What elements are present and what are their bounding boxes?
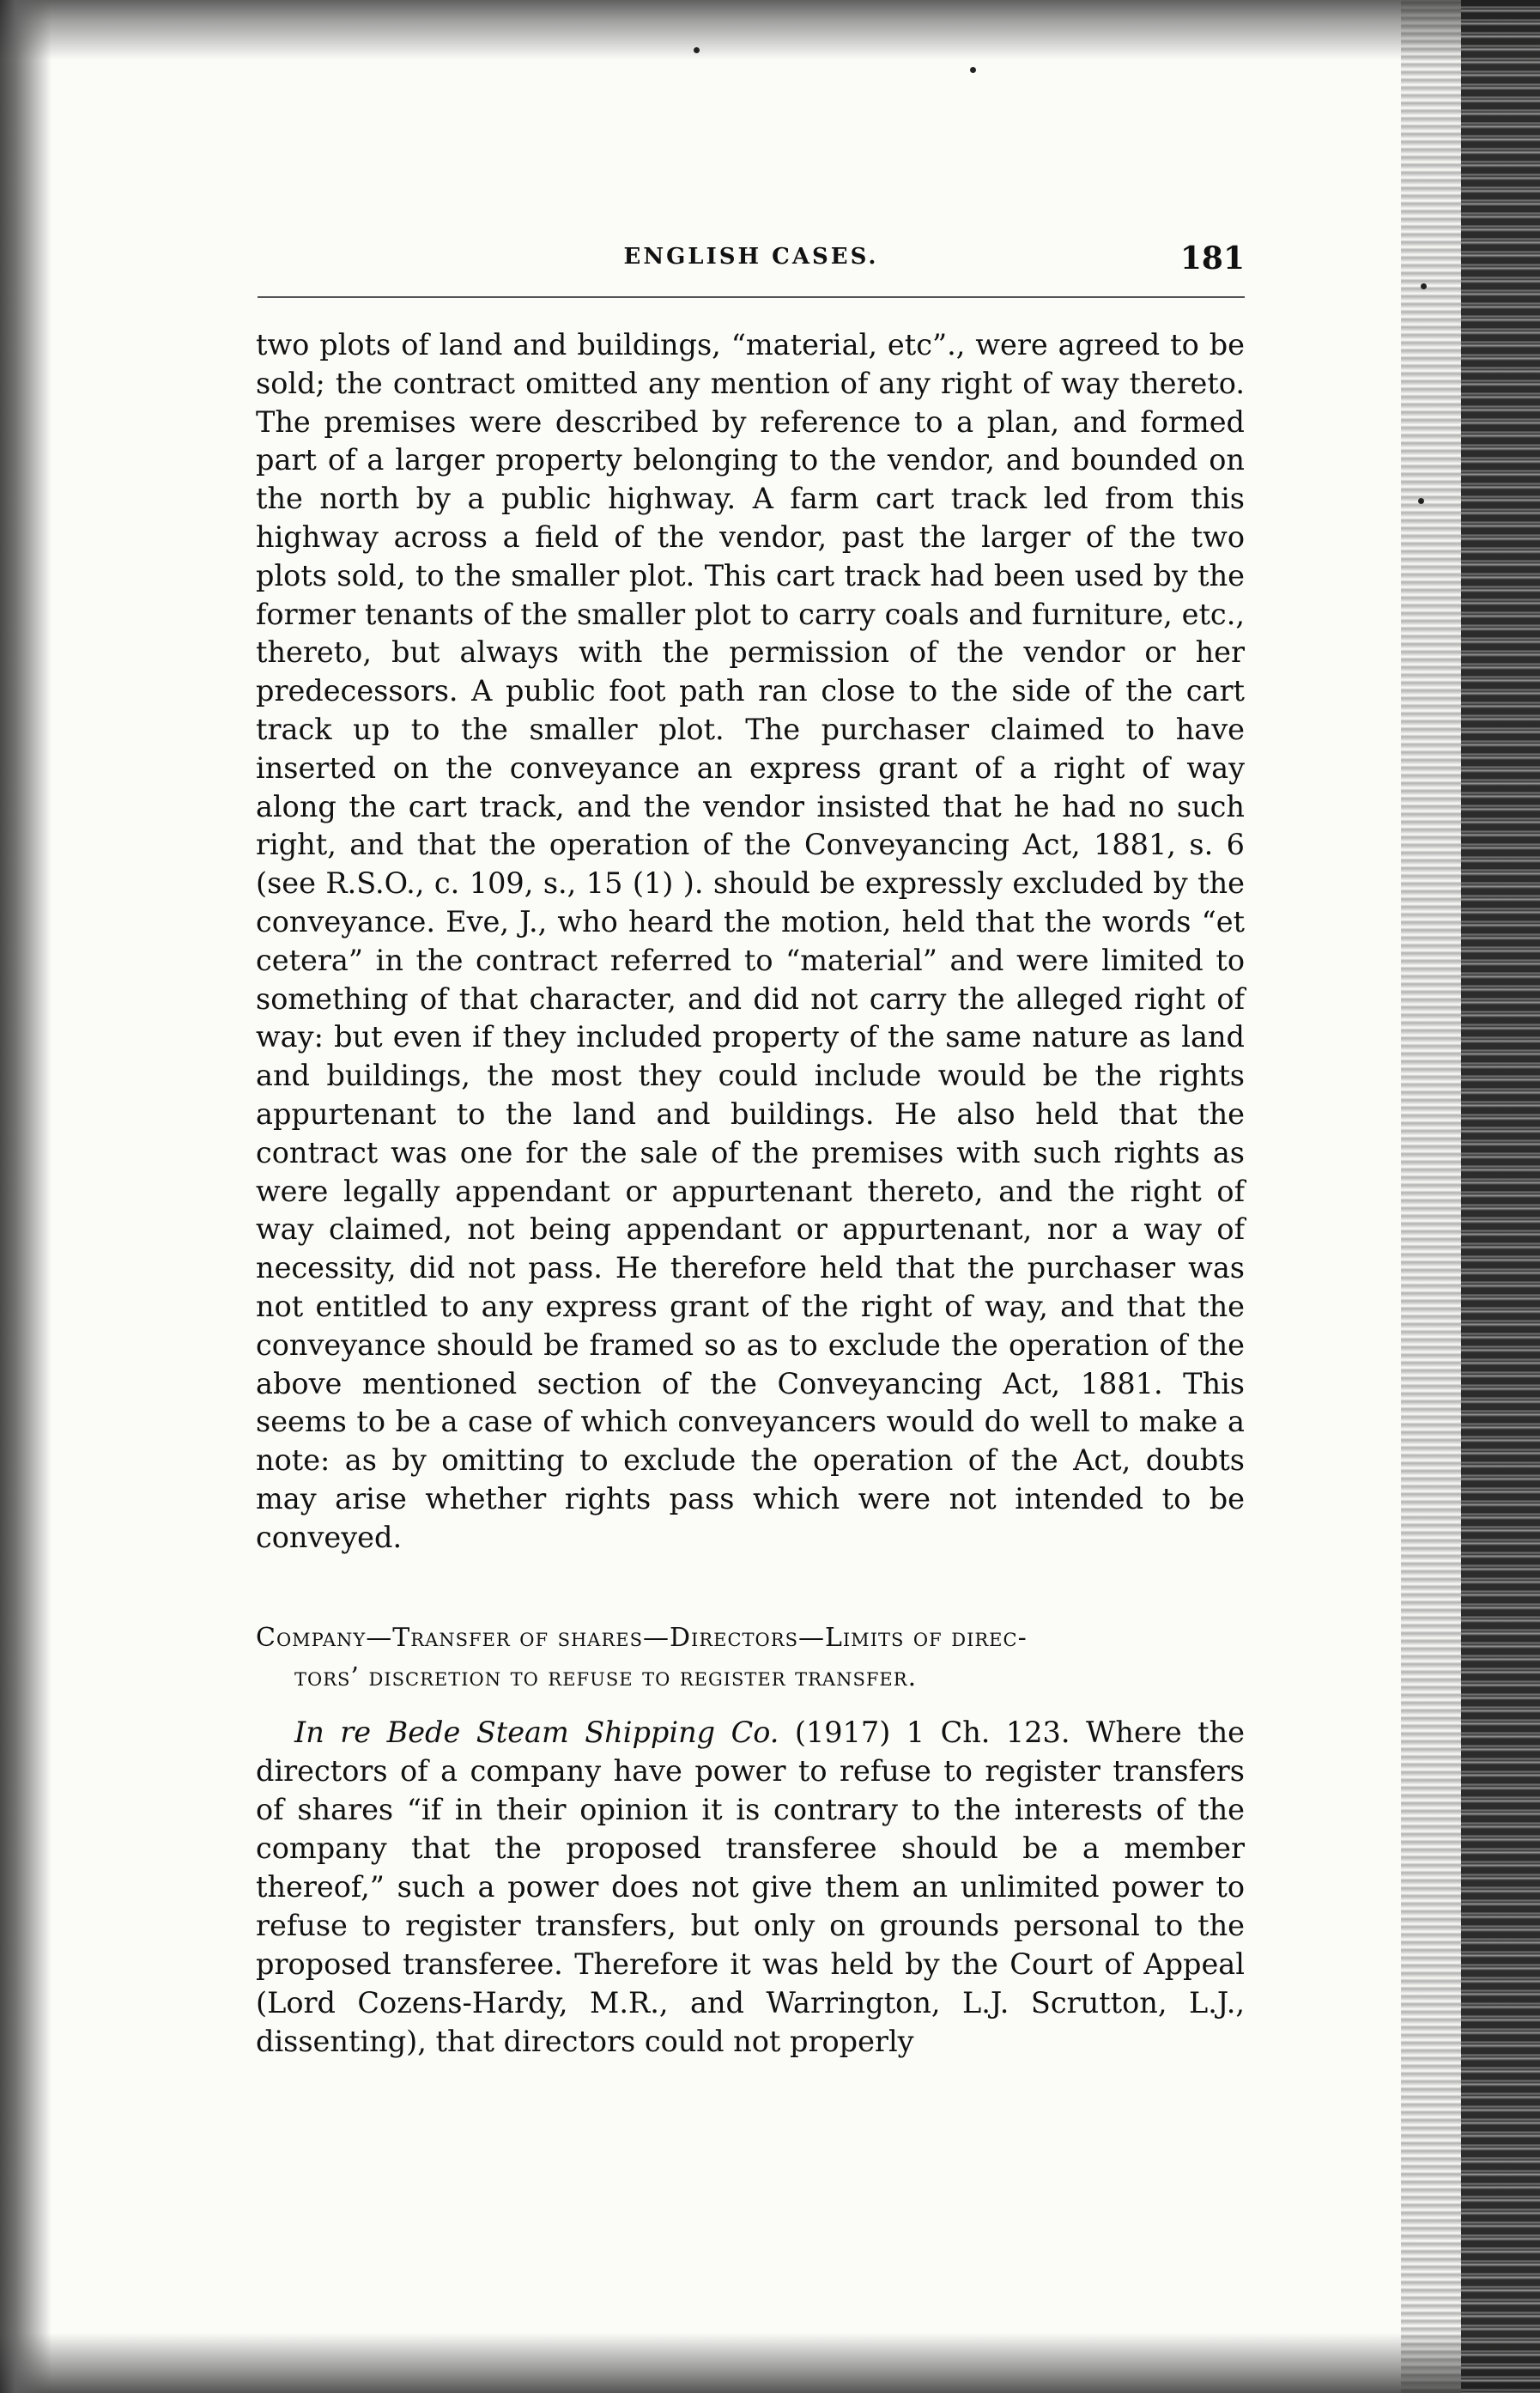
paragraph: two plots of land and buildings, “material, etc”., were agreed to be sold; the contract omitted any mention of any right of way thereto. The premises were described by reference to a plan, and formed part of a larger property belonging to the vendor, and bounded on the north by a public highway. A farm cart track led from this highway across a field of the vendor, past the larger of the two plots sold, to the smaller plot. This cart track had been used by the former tenants of the smaller plot to carry coals and furniture, etc., thereto, but always with the permission of the vendor or her predecessors. A public foot path ran close to the side of the cart track up to the smaller plot. The purchaser claimed to have inserted on the conveyance an express grant of a right of way along the cart track, and the vendor insisted that he had no such right, and that the operation of the Conveyancing Act, 1881, s. 6 (see R.S.O., c. 109, s., 15 (1) ). should be expressly excluded by the conveyance. Eve, J., who heard the motion, held that the words “et cetera” in the contract referred to “material” and were limited to something of that character, and did not carry the alleged right of way: but even if they included property of the same nature as land and buildings, the most they could include would be the rights appurtenant to the land and buildings. He also held that the contract was one for the sale of the premises with such rights as were legally appendant or appurtenant thereto, and the right of way claimed, not being appendant or appurtenant, nor a way of necessity, did not pass. He therefore held that the purchaser was not entitled to any express grant of the right of way, and that the conveyance should be framed so as to exclude the operation of the above mentioned section of the Conveyancing Act, 1881. This seems to be a case of which conveyancers would do well to make a note: as by omitting to exclude the operation of the Act, doubts may arise whether rights pass which were not intended to be conveyed. [256,328,1245,1554]
section-heading-line: Company—Transfer of shares—Directors—Limits of direc- [256,1623,1028,1653]
case-name: In re Bede Steam Shipping Co. [294,1716,779,1749]
running-head [258,240,1245,292]
header-rule [258,296,1245,298]
scan-right-border [1461,0,1540,2393]
case-paragraph [256,1713,1245,2061]
scan-bottom-shadow [0,2333,1540,2393]
ink-speck [694,47,700,53]
section-heading [256,1619,1245,1698]
section-heading-line: tors’ discretion to refuse to register transfer. [294,1662,918,1692]
scan-top-shadow [0,0,1540,60]
running-title: ENGLISH CASES. [623,244,879,270]
ink-speck [1421,283,1427,289]
scan-right-shadow-fade [1401,0,1461,2393]
case-text: (1917) 1 Ch. 123. Where the directors of a company have power to refuse to register transfers of shares “if in their opinion it is contrary to the interests of the company that the proposed transferee should be a member thereof,” such a power does not give them an unlimited power to refuse to register transfers, but only on grounds personal to the proposed transferee. Therefore it was held by the Court of Appeal (Lord Cozens-Hardy, M.R., and Warrington, L.J. Scrutton, L.J., dissenting), that directors could not properly [256,1716,1245,2058]
ink-speck [970,67,976,73]
body-text [256,326,1245,1558]
page-number: 181 [1179,240,1245,276]
ink-speck [1418,498,1424,504]
scan-left-shadow [0,0,52,2393]
